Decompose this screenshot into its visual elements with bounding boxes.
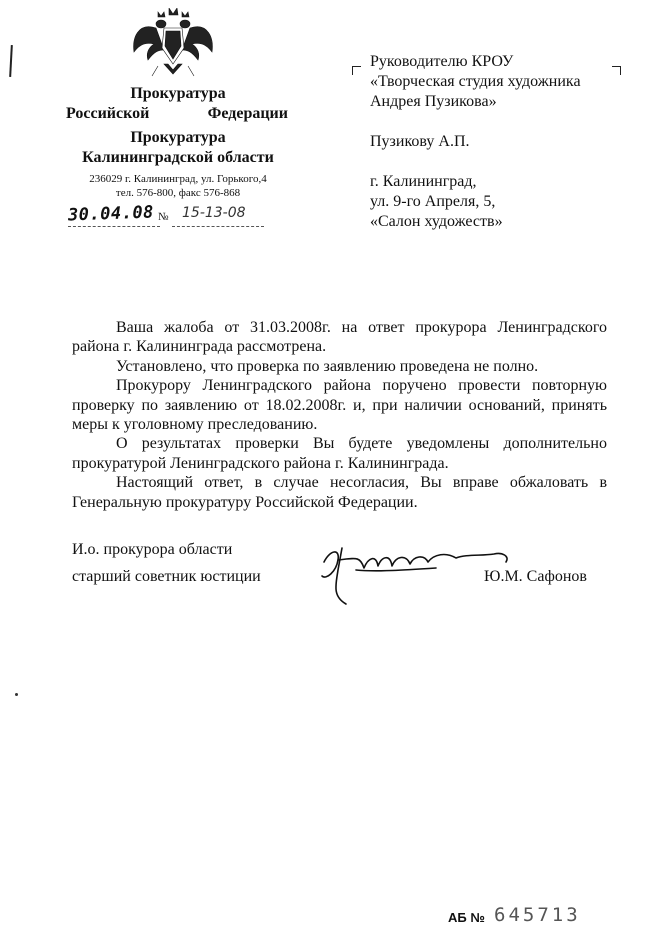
office-address <box>60 172 296 200</box>
address-line1: 236029 г. Калининград, ул. Горького,4 <box>89 173 267 185</box>
regional-office-name <box>60 128 296 168</box>
signatory-name: Ю.М. Сафонов <box>484 568 587 585</box>
signatory-title: И.о. прокурора области <box>72 541 233 558</box>
recipient-line2: «Творческая студия художника <box>370 73 581 90</box>
prosecutor-office-name <box>60 84 296 124</box>
org-line1: Прокуратура <box>130 85 226 102</box>
recipient-city: г. Калининград, <box>370 173 477 190</box>
address-line2: тел. 576-800, факс 576-868 <box>115 187 241 199</box>
signatory-rank: старший советник юстиции <box>72 568 261 585</box>
recipient-street: ул. 9-го Апреля, 5, <box>370 193 496 210</box>
paragraph-4: О результатах проверки Вы будете уведомлены дополнительно прокуратурой Ленинградского района г. Калининграда. <box>72 435 607 472</box>
number-label: № <box>158 211 169 223</box>
handwritten-number: 15-13-08 <box>182 205 246 221</box>
org2-line1: Прокуратура <box>130 129 226 146</box>
address-corner-left <box>352 66 361 75</box>
recipient-block <box>370 52 640 232</box>
org-line2a: Российской <box>66 105 150 122</box>
handwritten-date: 30.04.08 <box>67 202 155 226</box>
form-serial-number: 645713 <box>494 904 581 926</box>
recipient-line1: Руководителю КРОУ <box>370 53 514 70</box>
org2-line2: Калининградской области <box>82 149 274 166</box>
paragraph-2: Установлено, что проверка по заявлению проведена не полно. <box>116 357 539 375</box>
number-underline <box>172 226 264 227</box>
paragraph-1: Ваша жалоба от 31.03.2008г. на ответ прокурора Ленинградского района г. Калининграда рассмотрена. <box>72 319 607 356</box>
recipient-line3: Андрея Пузикова» <box>370 93 497 110</box>
recipient-place: «Салон художеств» <box>370 213 503 230</box>
margin-mark <box>9 45 13 77</box>
paragraph-5: Настоящий ответ, в случае несогласия, Вы вправе обжаловать в Генеральную прокуратуру Российской Федерации. <box>72 474 607 511</box>
paragraph-3: Прокурору Ленинградского района поручено провести повторную проверку по заявлению от 18.02.2008г. и, при наличии оснований, принять меры к уголовному преследованию. <box>72 377 607 434</box>
recipient-name: Пузикову А.П. <box>370 133 470 150</box>
form-serial-label: АБ № <box>448 910 485 925</box>
coat-of-arms-emblem <box>128 8 218 80</box>
org-line2b: Федерации <box>207 105 288 122</box>
letter-body <box>72 318 607 512</box>
date-underline <box>68 226 160 227</box>
stray-mark <box>15 693 18 696</box>
